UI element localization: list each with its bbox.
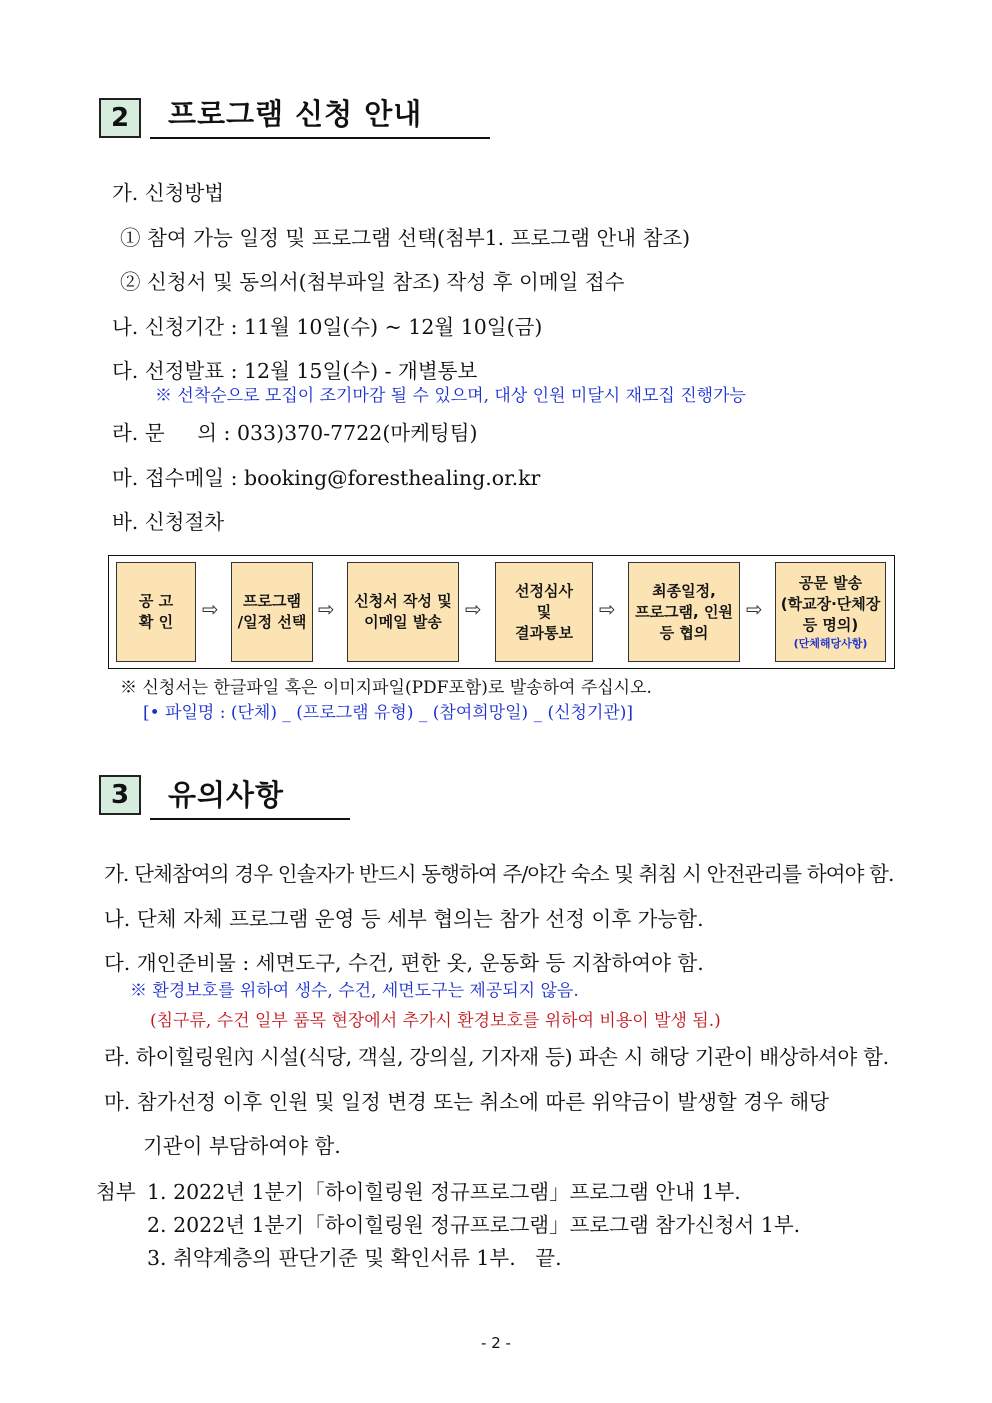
caution-item-b: 나. 단체 자체 프로그램 운영 등 세부 협의는 참가 선정 이후 가능함.	[104, 907, 704, 931]
flow-step-line: 결과통보	[515, 623, 573, 642]
flow-step-line: 프로그램, 인원	[635, 602, 733, 621]
file-format-note: ※ 신청서는 한글파일 혹은 이미지파일(PDF포함)로 발송하여 주십시오.	[120, 678, 652, 698]
method-item-2: ② 신청서 및 동의서(첨부파일 참조) 작성 후 이메일 접수	[120, 270, 625, 294]
application-period: 나. 신청기간 : 11월 10일(수) ~ 12월 10일(금)	[112, 315, 543, 339]
flow-step-subnote: (단체해당사항)	[793, 636, 868, 650]
flow-step-line: 프로그램	[243, 592, 301, 610]
flow-step-line: 선정심사	[515, 581, 573, 600]
flow-step-line: 등 협의	[659, 623, 709, 642]
flow-arrow-icon: ⇨	[599, 597, 616, 621]
caution-item-d: 라. 하이힐링원內 시설(식당, 객실, 강의실, 기자재 등) 파손 시 해당 기관이 배상하셔야 함.	[104, 1045, 889, 1069]
flow-arrow-icon: ⇨	[202, 597, 219, 621]
flow-step-final-schedule	[628, 562, 740, 662]
flow-step-selection-review	[495, 562, 593, 662]
submission-email: 마. 접수메일 : booking@foresthealing.or.kr	[112, 466, 541, 490]
announcement-note: ※ 선착순으로 모집이 조기마감 될 수 있으며, 대상 인원 미달시 재모집 진행가능	[155, 386, 746, 406]
contact-info: 라. 문 의 : 033)370-7722(마케팅팀)	[112, 421, 478, 445]
caution-item-e: 마. 참가선정 이후 인원 및 일정 변경 또는 취소에 따른 위약금이 발생할 경우 해당	[104, 1090, 829, 1114]
section-number-badge: 2	[99, 98, 141, 138]
attachment-item: 3. 취약계층의 판단기준 및 확인서류 1부. 끝.	[147, 1246, 562, 1270]
flow-step-line: (학교장·단체장	[780, 594, 881, 613]
flow-step-line: 공문 발송	[798, 573, 863, 592]
caution-note-blue: ※ 환경보호를 위하여 생수, 수건, 세면도구는 제공되지 않음.	[130, 981, 579, 1001]
selection-announcement: 다. 선정발표 : 12월 15일(수) - 개별통보	[112, 359, 478, 383]
section-title: 프로그램 신청 안내	[150, 95, 490, 139]
flow-step-line: 확 인	[138, 613, 174, 631]
attachment-item: 2. 2022년 1분기「하이힐링원 정규프로그램」프로그램 참가신청서 1부.	[147, 1213, 801, 1237]
method-item-1: ① 참여 가능 일정 및 프로그램 선택(첨부1. 프로그램 안내 참조)	[120, 226, 691, 250]
caution-item-c: 다. 개인준비물 : 세면도구, 수건, 편한 옷, 운동화 등 지참하여야 함.	[104, 951, 704, 975]
caution-note-red: (침구류, 수건 일부 품목 현장에서 추가시 환경보호를 위하여 비용이 발생 됨.)	[150, 1011, 721, 1031]
section-number-badge: 3	[99, 775, 141, 815]
flow-step-line: 신청서 작성 및	[354, 592, 452, 610]
caution-item-e-continued: 기관이 부담하여야 함.	[143, 1134, 341, 1158]
procedure-label: 바. 신청절차	[112, 510, 225, 534]
flow-step-line: 공 고	[138, 592, 174, 610]
flow-step-line: 및	[536, 602, 552, 621]
page-number: - 2 -	[481, 1334, 511, 1352]
flow-step-official-letter	[775, 562, 886, 662]
flow-step-line: 최종일정,	[652, 581, 716, 600]
flow-step-notice-check	[116, 562, 196, 662]
flow-arrow-icon: ⇨	[465, 597, 482, 621]
flow-arrow-icon: ⇨	[746, 597, 763, 621]
flow-step-line: 이메일 발송	[364, 613, 442, 631]
section-title: 유의사항	[150, 776, 350, 820]
flow-step-program-select	[231, 562, 313, 662]
flow-step-line: 등 명의)	[802, 615, 859, 634]
flow-step-line: /일정 선택	[237, 613, 307, 631]
method-label: 가. 신청방법	[112, 181, 225, 205]
attachment-label: 첨부	[96, 1180, 136, 1204]
caution-item-a: 가. 단체참여의 경우 인솔자가 반드시 동행하여 주/야간 숙소 및 취침 시 안전관리를 하여야 함.	[104, 862, 894, 886]
flow-arrow-icon: ⇨	[318, 597, 335, 621]
attachment-item: 1. 2022년 1분기「하이힐링원 정규프로그램」프로그램 안내 1부.	[147, 1180, 741, 1204]
file-name-note: [• 파일명 : (단체) _ (프로그램 유형) _ (참여희망일) _ (신청기관)]	[143, 703, 634, 723]
flow-step-application-email	[347, 562, 459, 662]
